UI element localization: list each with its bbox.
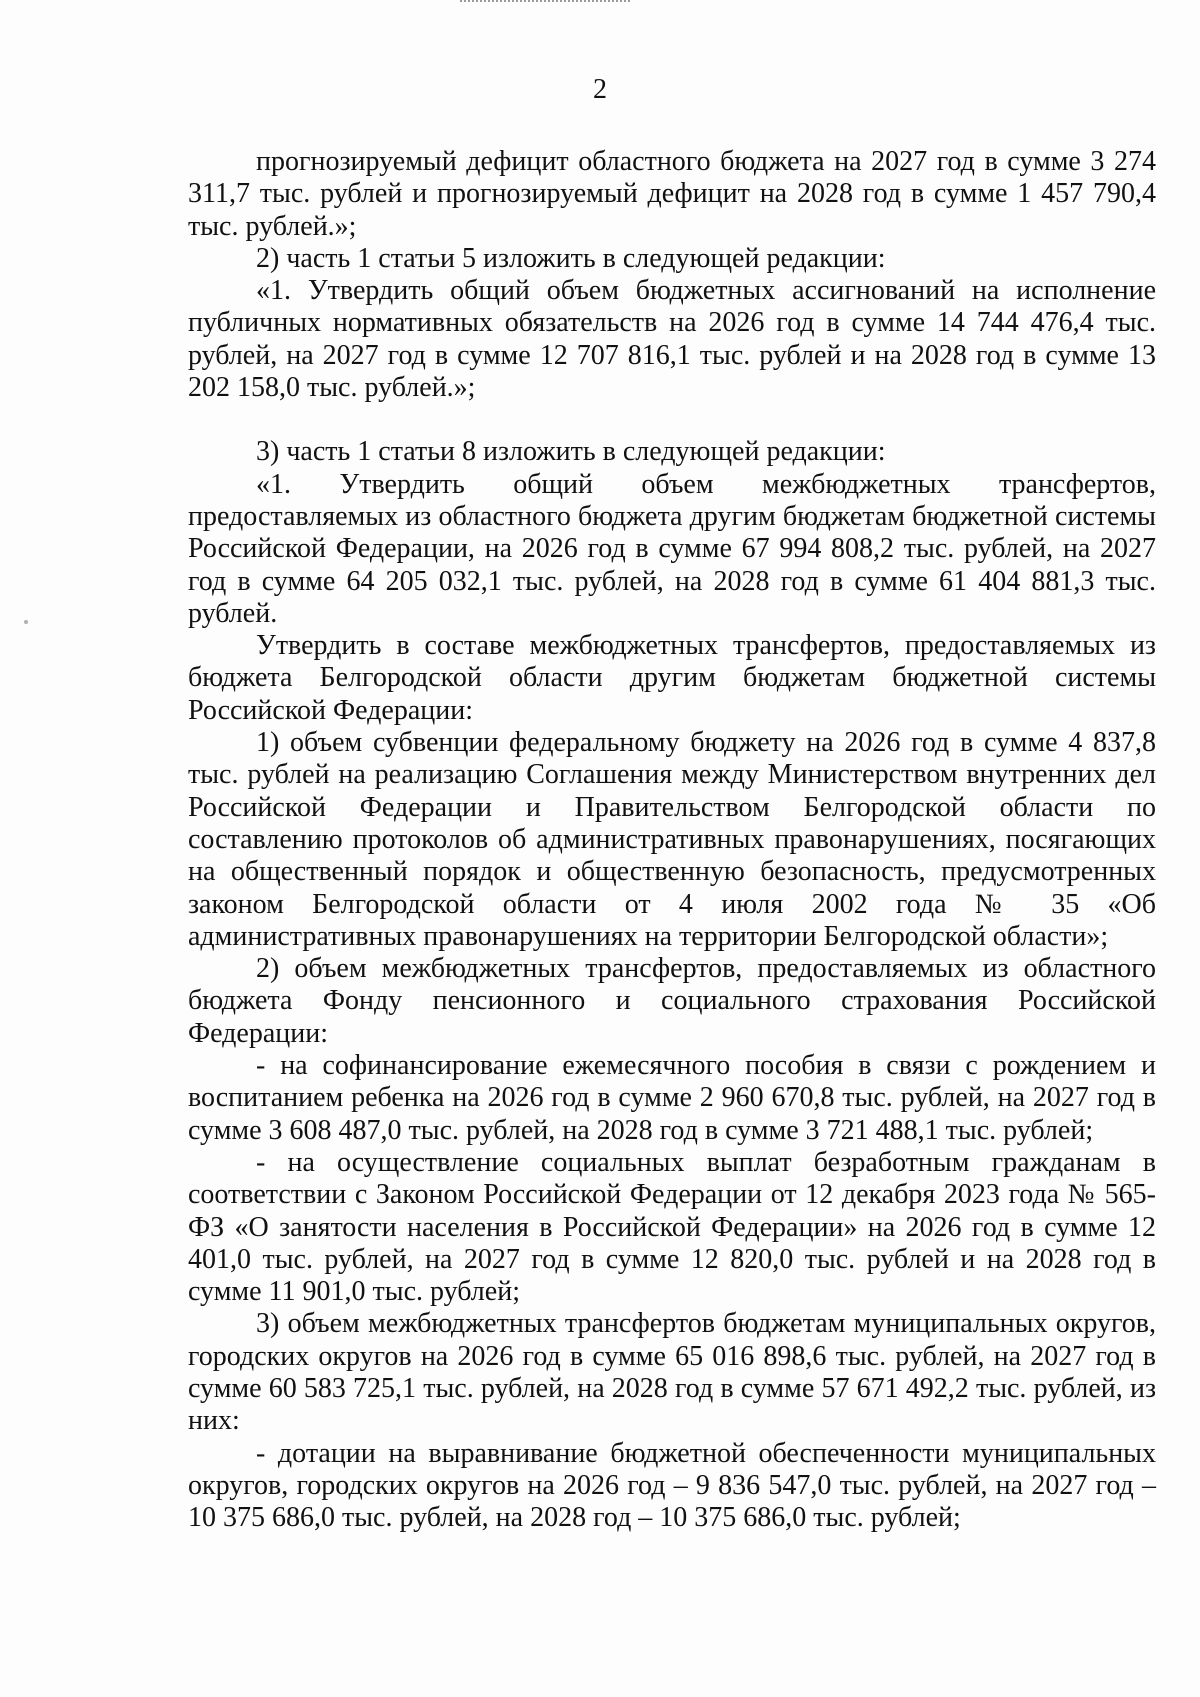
paragraph-child-allowance: - на софинансирование ежемесячного пособия в связи с рождением и воспитанием ребенка на 2026 год в сумме 2 960 670,8 тыс. рублей, на 2027 год в сумме 3 608 487,0 тыс. рублей, на 2028 год в сумме 3 721 488,1 тыс. рублей; — [188, 1050, 1156, 1146]
document-body — [188, 146, 1156, 1534]
paragraph-article-5-text: «1. Утвердить общий объем бюджетных ассигнований на исполнение публичных нормативных обязательств на 2026 год в сумме 14 744 476,4 тыс. рублей, на 2027 год в сумме 12 707 816,1 тыс. рублей и на 2028 год в сумме 13 202 158,0 тыс. рублей.»; — [188, 275, 1156, 404]
paragraph-subvention-federal: 1) объем субвенции федеральному бюджету на 2026 год в сумме 4 837,8 тыс. рублей на реализацию Соглашения между Министерством внутренних дел Российской Федерации и Правительством Белгородской области по составлению протоколов об административных правонарушениях, посягающих на общественный порядок и общественную безопасность, предусмотренных законом Белгородской области от 4 июля 2002 года № 35 «Об административных правонарушениях на территории Белгородской области»; — [188, 727, 1156, 952]
paragraph-transfers-intro: Утвердить в составе межбюджетных трансфертов, предоставляемых из бюджета Белгородской области другим бюджетам бюджетной системы Российской Федерации: — [188, 630, 1156, 726]
paragraph-item-2-heading: 2) часть 1 статьи 5 изложить в следующей редакции: — [256, 242, 886, 274]
page-number: 2 — [593, 74, 607, 105]
paragraph-equalization-grants: - дотации на выравнивание бюджетной обеспеченности муниципальных округов, городских округов на 2026 год – 9 836 547,0 тыс. рублей, на 2027 год – 10 375 686,0 тыс. рублей, на 2028 год – 10 375 686,0 тыс. рублей; — [188, 1437, 1156, 1534]
scan-artifact-top — [460, 0, 630, 5]
paragraph-item-3-heading: 3) часть 1 статьи 8 изложить в следующей редакции: — [256, 436, 886, 468]
paragraph-municipal-transfers: 3) объем межбюджетных трансфертов бюджетам муниципальных округов, городских округов на 2026 год в сумме 65 016 898,6 тыс. рублей, на 2027 год в сумме 60 583 725,1 тыс. рублей, на 2028 год в сумме 57 671 492,2 тыс. рублей, из них: — [188, 1308, 1156, 1437]
paragraph-pension-fund: 2) объем межбюджетных трансфертов, предоставляемых из областного бюджета Фонду пенсионного и социального страхования Российской Федерации: — [188, 953, 1156, 1049]
paragraph-spacer — [188, 404, 1156, 436]
paragraph-unemployment-payments: - на осуществление социальных выплат безработным гражданам в соответствии с Законом Российской Федерации от 12 декабря 2023 года № 565-ФЗ «О занятости населения в Российской Федерации» на 2026 год в сумме 12 401,0 тыс. рублей, на 2027 год в сумме 12 820,0 тыс. рублей и на 2028 год в сумме 11 901,0 тыс. рублей; — [188, 1146, 1156, 1308]
paragraph-article-8-text: «1. Утвердить общий объем межбюджетных трансфертов, предоставляемых из областного бюджета другим бюджетам бюджетной системы Российской Федерации, на 2026 год в сумме 67 994 808,2 тыс. рублей, на 2027 год в сумме 64 205 032,1 тыс. рублей, на 2028 год в сумме 61 404 881,3 тыс. рублей. — [188, 468, 1156, 629]
scan-artifact-dot — [24, 620, 28, 624]
paragraph-deficit-continuation: прогнозируемый дефицит областного бюджета на 2027 год в сумме 3 274 311,7 тыс. рублей и прогнозируемый дефицит на 2028 год в сумме 1 457 790,4 тыс. рублей.»; — [188, 146, 1156, 242]
